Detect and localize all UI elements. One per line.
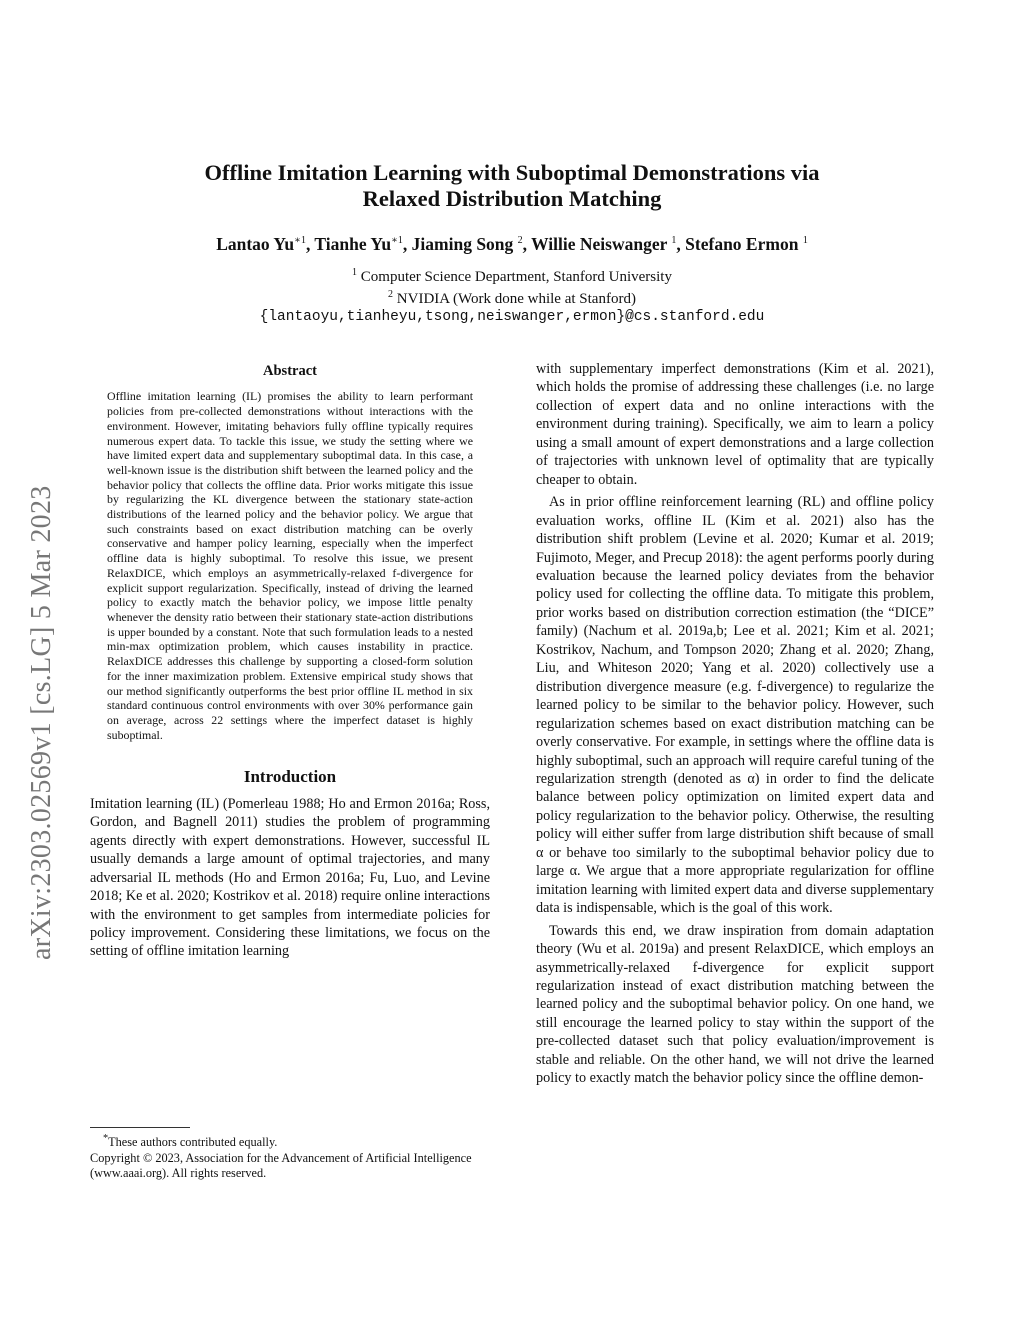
footnote <box>90 1127 490 1182</box>
author-emails: {lantaoyu,tianheyu,tsong,neiswanger,ermon}@cs.stanford.edu <box>259 309 765 325</box>
arxiv-identifier: arXiv:2303.02569v1 [cs.LG] 5 Mar 2023 <box>26 485 57 960</box>
body-paragraph: with supplementary imperfect demonstrations (Kim et al. 2021), which holds the promise of addressing these challenges (i.e. no large collection of expert data and no online interactions with the environment during training). Specifically, we aim to learn a policy using a small amount of expert demonstrations and a large collection of trajectories with unknown level of optimality that are typically cheaper to obtain. <box>536 361 934 488</box>
body-paragraph: Imitation learning (IL) (Pomerleau 1988; Ho and Ermon 2016a; Ross, Gordon, and Bagnell 2011) studies the problem of programming agents directly with expert demonstrations. However, successful IL usually demands a large amount of optimal trajectories, and many adversarial IL methods (Ho and Ermon 2016a; Fu, Luo, and Levine 2018; Ke et al. 2020; Kostrikov et al. 2018) require online interactions with the environment to get samples from intermediate policies for policy improvement. Considering these limitations, we focus on the setting of offline imitation learning <box>90 795 490 960</box>
copyright-notice: Copyright © 2023, Association for the Advancement of Artificial Intelligence (www.aaai.org). All rights reserved. <box>90 1150 472 1181</box>
affiliations <box>0 264 1024 326</box>
author: Jiaming Song $^2$ <box>411 234 523 254</box>
title-line: Relaxed Distribution Matching <box>362 186 662 211</box>
author-list: Lantao $Yu^{∗1}$, Tianhe $Yu^{∗1}$, Jiaming Song $^2$, Willie Neiswanger $^1$, Stefano Ermon $^1$ <box>216 234 808 254</box>
footnote-rule <box>90 1127 190 1128</box>
paper-title <box>0 160 1024 212</box>
author: Willie Neiswanger $^1$ <box>531 234 677 254</box>
affiliation: $^2$ NVIDIA (Work done while at Stanford) <box>388 289 636 307</box>
introduction-heading: Introduction <box>243 767 337 787</box>
footnote-equal-contribution: *These authors contributed equally. <box>103 1133 278 1150</box>
title-line: Offline Imitation Learning with Suboptimal Demonstrations via <box>204 160 820 185</box>
abstract-heading: Abstract <box>263 363 317 379</box>
author: Stefano Ermon $^1$ <box>685 234 808 254</box>
body-paragraph: As in prior offline reinforcement learning (RL) and offline policy evaluation works, offline IL (Kim et al. 2021) also has the distribution shift problem (Levine et al. 2020; Kumar et al. 2019; Fujimoto, Meger, and Precup 2018): the agent performs poorly during evaluation because the learned policy deviates from the behavior policy used for collecting the offline data. To mitigate this problem, prior works based on distribution correction estimation (the “DICE” family) (Nachum et al. 2019a,b; Lee et al. 2021; Kim et al. 2021; Kostrikov, Nachum, and Tompson 2020; Zhang et al. 2020; Zhang, Liu, and Whiteson 2020; Yang et al. 2020) collectively use a distribution divergence measure (e.g. f-divergence) to regularize the learned policy to be similar to the behavior policy. However, such regularization schemes based on exact distribution matching can be overly conservative. For example, in settings where the offline data is highly suboptimal, such an approach will require careful tuning of the regularization strength (denoted as α) in order to find the delicate balance between policy optimization on limited expert data and policy regularization to the behavior policy. Otherwise, the resulting policy will either suffer from large distribution shift because of small α or behave too similarly to the suboptimal behavior policy due to large α. We argue that a more appropriate regularization for offline imitation learning with limited expert data and diverse supplementary data is indispensable, which is the goal of this work. <box>536 494 934 917</box>
right-column <box>536 360 934 1088</box>
body-paragraph: Towards this end, we draw inspiration from domain adaptation theory (Wu et al. 2019a) and present RelaxDICE, which employs an asymmetrically-relaxed f-divergence for explicit support regularization instead of exact distribution matching between the learned policy and the suboptimal behavior policy. On one hand, we still encourage the learned policy to stay within the support of the pre-collected dataset such that policy evaluation/improvement is stable and reliable. On the other hand, we will not drive the learned policy to exactly match the behavior policy since the offline demon- <box>536 922 934 1087</box>
affiliation: $^1$ Computer Science Department, Stanford University <box>352 267 672 285</box>
left-column <box>90 362 490 961</box>
author: Tianhe $Yu^{∗1}$ <box>314 234 403 254</box>
abstract-text: Offline imitation learning (IL) promises the ability to learn performant policies from pre-collected demonstrations without interactions with the environment. However, imitating behaviors fully offline typically requires numerous expert data. To tackle this issue, we study the setting where we have limited expert data and supplementary suboptimal data. In this case, a well-known issue is the distribution shift between the learned policy and the behavior policy that collects the offline data. Prior works mitigate this issue by regularizing the KL divergence between the stationary state-action distributions of the learned policy and the behavior policy. We argue that such constraints based on exact distribution matching can be overly conservative and hamper policy learning, especially when the imperfect offline data is highly suboptimal. To resolve this issue, we present RelaxDICE, which employs an asymmetrically-relaxed f-divergence for explicit support regularization. Specifically, instead of driving the learned policy to exactly match the behavior policy, we impose little penalty whenever the density ratio between their stationary state-action distributions is upper bounded by a constant. Note that such formulation leads to a nested min-max optimization problem, which causes instability in practice. RelaxDICE addresses this challenge by supporting a closed-form solution for the inner maximization problem. Extensive empirical study shows that our method significantly outperforms the best prior offline IL method in six standard continuous control environments with over 30% performance gain on average, across 22 settings where the imperfect dataset is highly suboptimal. <box>107 389 473 742</box>
author: Lantao $Yu^{∗1}$ <box>216 234 306 254</box>
